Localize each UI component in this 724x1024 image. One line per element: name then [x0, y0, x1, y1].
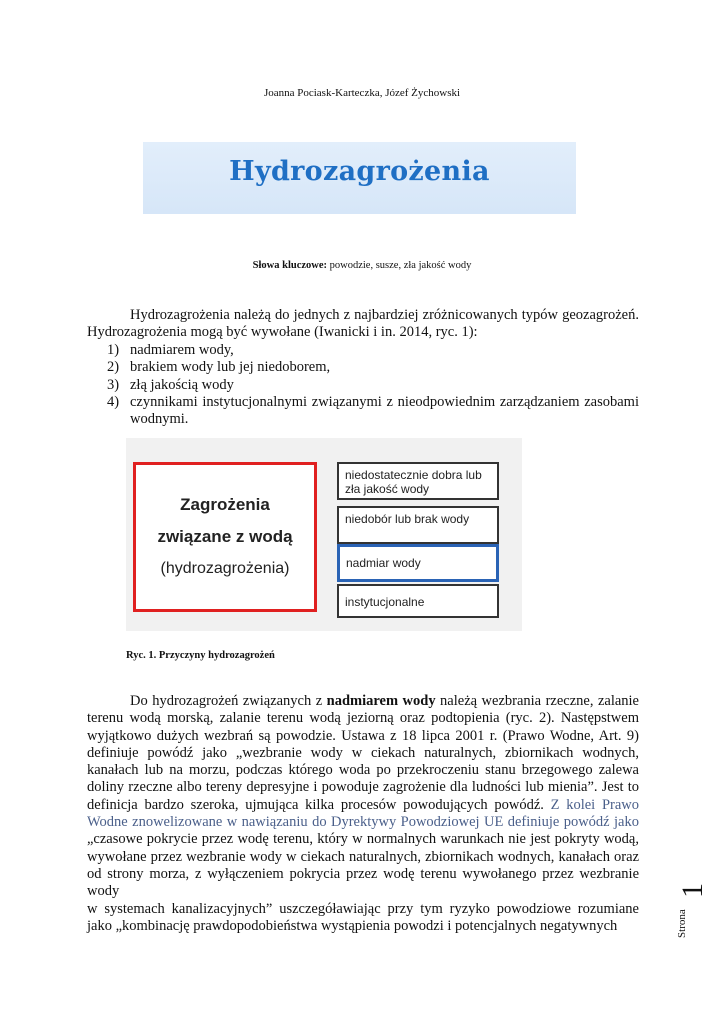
list-item — [107, 377, 639, 394]
body-part1: Do hydrozagrożeń związanych z — [130, 693, 327, 709]
list-number: 4) — [107, 393, 120, 410]
body-part5: w systemach kanalizacyjnych” uszczegóławiając przy tym ryzyko powodziowe rozumiane jako „kombinację prawdopodobieństwa wystąpienia powodzi i potencjalnych negatywnych — [87, 900, 639, 934]
list-item — [107, 394, 639, 429]
list-number: 2) — [107, 359, 120, 376]
list-item — [107, 342, 639, 359]
main-box-line2: związane z wodą — [157, 527, 293, 546]
intro-paragraph — [87, 307, 639, 342]
page-number-sidebar — [668, 880, 708, 940]
page-label: Strona — [676, 909, 688, 938]
list-text: złą jakością wody — [130, 376, 234, 393]
keywords-label: Słowa kluczowe: — [252, 260, 328, 271]
page-title: Hydrozagrożenia — [229, 156, 490, 187]
body-part4: „czasowe pokrycie przez wodę terenu, który w normalnych warunkach nie jest pokryty wodą, wywołane przez wezbranie wody w ciekach naturalnych, zbiornikach wodnych, kanałach oraz od strony morza, z wyłączeniem pokrycia przez wodę terenu wywołanego przez wezbranie wody — [87, 831, 639, 900]
body-paragraph — [87, 693, 639, 935]
cause-box-quality: niedostatecznie dobra lub zła jakość wody — [337, 462, 499, 500]
cause-box-institutional: instytucjonalne — [337, 584, 499, 618]
keywords-value: powodzie, susze, zła jakość wody — [327, 260, 472, 271]
list-number: 3) — [107, 376, 120, 393]
keywords-line — [0, 260, 724, 271]
figure-diagram — [126, 438, 522, 631]
list-text: brakiem wody lub jej niedoborem, — [130, 359, 331, 376]
cause-box-shortage: niedobór lub brak wody — [337, 506, 499, 544]
main-box-line1: Zagrożenia — [180, 495, 270, 514]
authors-line: Joanna Pociask-Karteczka, Józef Żychowski — [263, 87, 461, 99]
body-bold: nadmiarem wody — [326, 693, 436, 709]
list-number: 1) — [107, 342, 120, 358]
figure-caption: Ryc. 1. Przyczyny hydrozagrożeń — [126, 650, 275, 661]
body-part3: Z kolei Prawo Wodne znowelizowane w nawiązaniu do Dyrektywy Powodziowej UE definiuje powódź jako — [87, 796, 639, 831]
main-hazard-box — [133, 462, 317, 612]
list-item — [107, 359, 639, 376]
causes-list — [107, 342, 639, 428]
body-part2: należą wezbrania rzeczne, zalanie terenu wodą morską, zalanie terenu wodą jeziorną oraz podtopienia (ryc. 2). Następstwem wyjątkowo dużych wezbrań są powodzie. Ustawa z 18 lipca 2001 r. (Prawo Wodne, Art. 9) definiuje powódź jako „wezbranie wody w ciekach naturalnych, zbiornikach wodnych, kanałach lub na morzu, podczas którego woda po przekroczeniu stanu brzegowego zalewa doliny rzeczne albo tereny depresyjne i powoduje zagrożenie dla ludności lub mienia”. Jest to definicja bardzo szeroka, ujmująca kilka procesów powodujących powódź. — [87, 693, 639, 813]
page-number: 1 — [676, 883, 709, 898]
list-text: nadmiarem wody, — [130, 342, 234, 358]
main-box-line3: (hydrozagrożenia) — [160, 560, 290, 577]
cause-box-excess: nadmiar wody — [337, 544, 499, 582]
title-banner — [143, 142, 576, 214]
intro-text: Hydrozagrożenia należą do jednych z najbardziej zróżnicowanych typów geozagrożeń. Hydrozagrożenia mogą być wywołane (Iwanicki i in. 2014, ryc. 1): — [87, 307, 639, 341]
list-text: czynnikami instytucjonalnymi związanymi z nieodpowiednim zarządzaniem zasobami wodnymi. — [130, 393, 639, 428]
